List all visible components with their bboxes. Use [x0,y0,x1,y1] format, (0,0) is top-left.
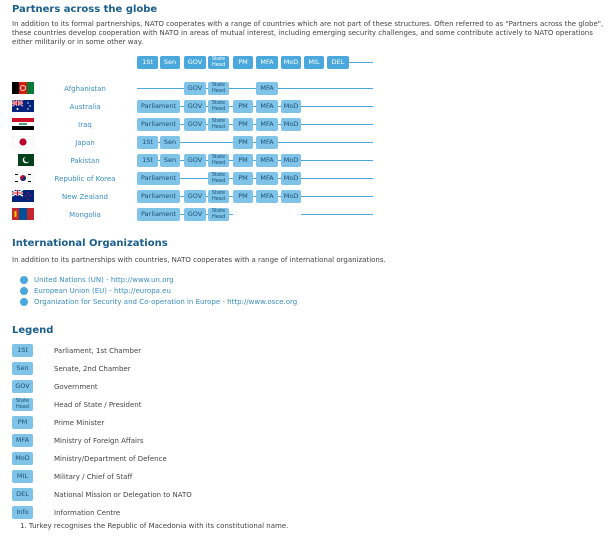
pakistan-flag-icon [12,154,34,166]
badge-mfa: MFA [256,118,278,131]
badge-state-head: State Head [208,208,229,221]
link-osce[interactable]: Organization for Security and Co-operation in Europe - http://www.osce.org [34,298,298,306]
badge-sen: Sen [160,136,180,149]
badge-gov: GOV [184,118,206,131]
badge-pm: PM [233,100,253,113]
header-badge-mfa: MFA [256,56,278,69]
legend-label: Ministry/Department of Defence [54,455,167,463]
link-bullet-icon [20,298,28,306]
country-australia[interactable]: Australia [69,103,101,111]
badge-parliament: Parliament [137,172,180,185]
legend-badge: 1St [12,344,33,357]
legend-badge: GOV [12,380,33,393]
badge-gov: GOV [184,100,206,113]
legend-label: Military / Chief of Staff [54,473,133,481]
country-mongolia[interactable]: Mongolia [69,211,101,219]
badge-parliament: Parliament [137,118,180,131]
legend-label: Ministry of Foreign Affairs [54,437,144,445]
legend-badge: Sen [12,362,33,375]
badge-mod: MoD [281,154,301,167]
badge-mfa: MFA [256,190,278,203]
badge-parliament: Parliament [137,100,180,113]
badge-pm: PM [233,136,253,149]
country-republic-of-korea[interactable]: Republic of Korea [54,175,116,183]
link-eu[interactable]: European Union (EU) - http://europa.eu [34,287,171,295]
header-badge-1st: 1St [137,56,158,69]
badge-mfa: MFA [256,154,278,167]
intl-intro: In addition to its partnerships with countries, NATO cooperates with a range of international organizations. [12,256,386,264]
badge-1st: 1St [137,154,158,167]
badge-state-head: State Head [208,190,229,203]
badge-mfa: MFA [256,172,278,185]
badge-mod: MoD [281,172,301,185]
legend-badge: Info [12,506,33,519]
badge-pm: PM [233,172,253,185]
badge-state-head: State Head [208,82,229,95]
header-badge-mod: MoD [281,56,301,69]
badge-state-head: State Head [208,172,229,185]
legend-badge: State Head [12,398,33,411]
country-iraq[interactable]: Iraq [78,121,92,129]
header-badge-mil: MIL [304,56,324,69]
header-badge-gov: GOV [184,56,206,69]
legend-label: National Mission or Delegation to NATO [54,491,192,499]
partners-title: Partners across the globe [12,4,158,15]
legend-label: Parliament, 1st Chamber [54,347,142,355]
footnote-number: 1. [20,522,27,530]
australia-flag-icon [12,100,34,112]
badge-gov: GOV [184,154,206,167]
badge-parliament: Parliament [137,190,180,203]
legend-label: Government [54,383,98,391]
badge-gov: GOV [184,208,206,221]
iraq-flag-icon [12,118,34,130]
link-bullet-icon [20,287,28,295]
badge-pm: PM [233,118,253,131]
legend-badge: MoD [12,452,33,465]
badge-state-head: State Head [208,100,229,113]
footnote-text: Turkey recognises the Republic of Macedonia with its constitutional name. [28,522,289,530]
header-badge-sen: Sen [160,56,180,69]
badge-gov: GOV [184,82,206,95]
badge-state-head: State Head [208,118,229,131]
header-badge-state-head: State Head [208,56,229,69]
country-new-zealand[interactable]: New Zealand [62,193,108,201]
intl-title: International Organizations [12,238,168,249]
japan-flag-icon [12,136,34,148]
header-line [349,62,373,63]
badge-1st: 1St [137,136,158,149]
badge-mfa: MFA [256,82,278,95]
legend-badge: MIL [12,470,33,483]
legend-badge: PM [12,416,33,429]
badge-sen: Sen [160,154,180,167]
country-pakistan[interactable]: Pakistan [70,157,100,165]
badge-gov: GOV [184,190,206,203]
footnote [20,522,288,531]
badge-mod: MoD [281,190,301,203]
badge-mfa: MFA [256,100,278,113]
legend-label: Information Centre [54,509,121,517]
badge-mod: MoD [281,100,301,113]
header-badge-pm: PM [233,56,253,69]
legend-label: Senate, 2nd Chamber [54,365,131,373]
afghanistan-flag-icon [12,82,34,94]
link-un[interactable]: United Nations (UN) - http://www.un.org [34,276,174,284]
badge-parliament: Parliament [137,208,180,221]
badge-mod: MoD [281,118,301,131]
badge-mfa: MFA [256,136,278,149]
badge-pm: PM [233,154,253,167]
link-bullet-icon [20,276,28,284]
legend-label: Prime Minister [54,419,105,427]
legend-label: Head of State / President [54,401,142,409]
korea-flag-icon [12,172,34,184]
country-japan[interactable]: Japan [75,139,95,147]
partners-intro: In addition to its formal partnerships, NATO cooperates with a range of countries which are not part of these structures. Often referred to as "Partners across the globe", these countries develop cooperation with NATO in areas of mutual interest, including emerging security challenges, and some contribute actively to NATO operations either militarily or in some other way. [12,20,604,46]
mongolia-flag-icon [12,208,34,220]
legend-badge: DEL [12,488,33,501]
legend-badge: MFA [12,434,33,447]
legend-title: Legend [12,325,54,336]
new-zealand-flag-icon [12,190,34,202]
badge-state-head: State Head [208,154,229,167]
header-badge-del: DEL [327,56,349,69]
badge-pm: PM [233,190,253,203]
country-afghanistan[interactable]: Afghanistan [64,85,106,93]
